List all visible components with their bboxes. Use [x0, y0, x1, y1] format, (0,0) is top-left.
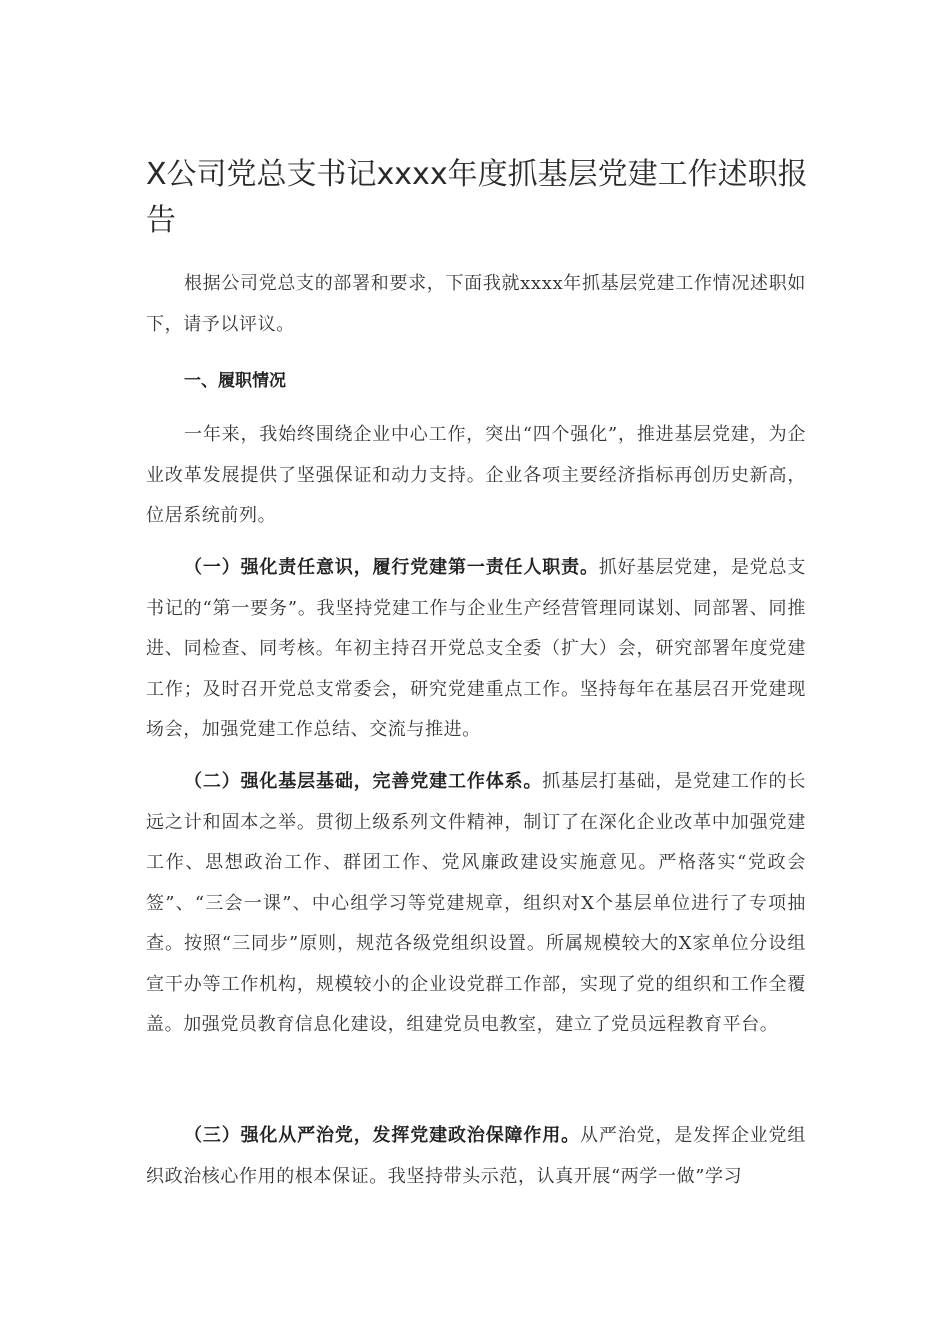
item-text-discipline: 从严治党，是发挥企业党组织政治核心作用的根本保证。我坚持带头示范，认真开展“两学一做”学习: [146, 1125, 806, 1187]
document-title: X公司党总支书记xxxx年度抓基层党建工作述职报告: [146, 157, 808, 238]
section-intro-paragraph: 一年来，我始终围绕企业中心工作，突出“四个强化”，推进基层党建，为企业改革发展提供了坚强保证和动力支持。企业各项主要经济指标再创历史新高，位居系统前列。: [146, 424, 806, 526]
item-lead-responsibility: （一）强化责任意识，履行党建第一责任人职责。: [184, 557, 599, 578]
item-paragraph-responsibility: [146, 548, 806, 751]
item-paragraph-discipline: [146, 1116, 806, 1197]
item-paragraph-foundation: [146, 762, 806, 1046]
intro-paragraph: 根据公司党总支的部署和要求，下面我就xxxx年抓基层党建工作情况述职如下，请予以评议。: [146, 273, 806, 335]
item-text-responsibility: 抓好基层党建，是党总支书记的“第一要务”。我坚持党建工作与企业生产经营管理同谋划、同部署、同推进、同检查、同考核。年初主持召开党总支全委（扩大）会，研究部署年度党建工作；及时召开党总支常委会，研究党建重点工作。坚持每年在基层召开党建现场会，加强党建工作总结、交流与推进。: [146, 557, 806, 740]
item-lead-foundation: （二）强化基层基础，完善党建工作体系。: [184, 771, 543, 792]
section-heading-performance: 一、履职情况: [184, 371, 286, 391]
item-lead-discipline: （三）强化从严治党，发挥党建政治保障作用。: [184, 1125, 580, 1146]
item-text-foundation: 抓基层打基础，是党建工作的长远之计和固本之举。贯彻上级系列文件精神，制订了在深化企业改革中加强党建工作、思想政治工作、群团工作、党风廉政建设实施意见。严格落实“党政会签”、“三会一课”、中心组学习等党建规章，组织对X个基层单位进行了专项抽查。按照“三同步”原则，规范各级党组织设置。所属规模较大的X家单位分设组宣干办等工作机构，规模较小的企业设党群工作部，实现了党的组织和工作全覆盖。加强党员教育信息化建设，组建党员电教室，建立了党员远程教育平台。: [146, 771, 806, 1035]
